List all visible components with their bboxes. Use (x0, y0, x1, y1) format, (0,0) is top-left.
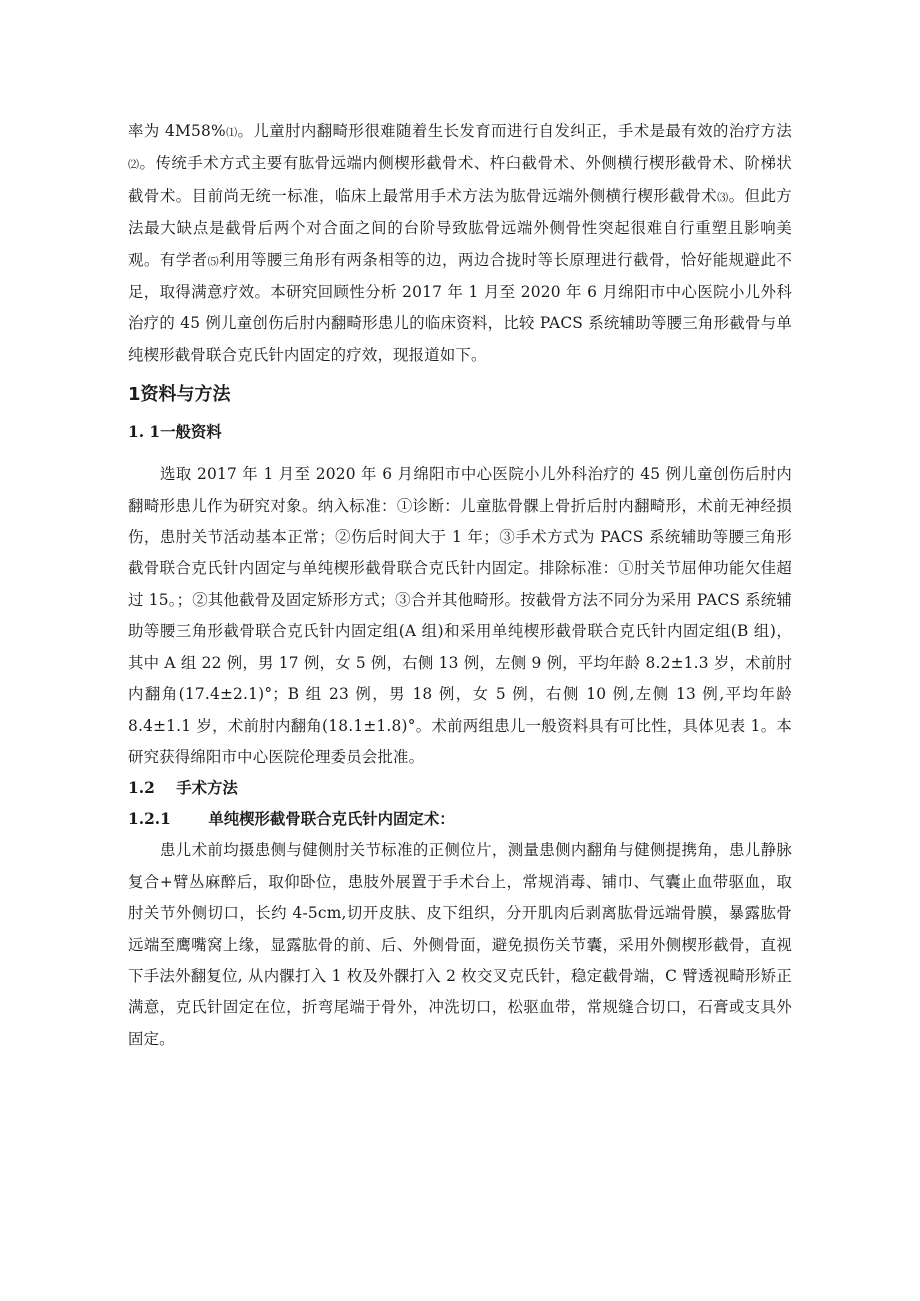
intro-text-5: 利用等腰三角形有两条相等的边，两边合拢时等长原理进行截骨，恰好能规避此不足，取得满意疗效。本研究回顾性分析 2017 年 1 月至 2020 年 6 月绵阳市中心医院小儿外科治疗的 45 例儿童创伤后肘内翻畸形患儿的临床资料，比较 PACS 系统辅助等腰三角形截骨与单纯楔形截骨联合克氏针内固定的疗效，现报道如下。 (128, 250, 792, 364)
citation-2: ⑵ (128, 158, 140, 172)
intro-text-4: 。但此方法最大缺点是截骨后两个对合面之间的台阶导致肱骨远端外侧骨性突起很难自行重塑且影响美观。有学者 (128, 186, 792, 269)
intro-text-1: 率为 4M58% (128, 122, 226, 140)
surgery-paragraph: 患儿术前均摄患侧与健侧肘关节标准的正侧位片，测量患侧内翻角与健侧提携角，患儿静脉复合+臂丛麻醉后，取仰卧位，患肢外展置于手术台上，常规消毒、铺巾、气囊止血带驱血，取肘关节外侧切口，长约 4-5cm,切开皮肤、皮下组织，分开肌肉后剥离肱骨远端骨膜，暴露肱骨远端至鹰嘴窝上缘，显露肱骨的前、后、外侧骨面，避免损伤关节囊，采用外侧楔形截骨，直视下手法外翻复位, 从内髁打入 1 枚及外髁打入 2 枚交叉克氏针，稳定截骨端，C 臂透视畸形矫正满意，克氏针固定在位，折弯尾端于骨外，冲洗切口，松驱血带，常规缝合切口，石膏或支具外固定。 (128, 841, 792, 1048)
citation-3: ⑶ (717, 190, 729, 204)
paper-page (128, 116, 792, 1055)
section-heading-1-2-1: 1.2.1 单纯楔形截骨联合克氏针内固定术： (128, 810, 455, 829)
general-info-paragraph: 选取 2017 年 1 月至 2020 年 6 月绵阳市中心医院小儿外科治疗的 45 例儿童创伤后肘内翻畸形患儿作为研究对象。纳入标准：①诊断：儿童肱骨髁上骨折后肘内翻畸形，术前无神经损伤，患肘关节活动基本正常；②伤后时间大于 1 年；③手术方式为 PACS 系统辅助等腰三角形截骨联合克氏针内固定与单纯楔形截骨联合克氏针内固定。排除标准：①肘关节屈伸功能欠佳超过 15。；②其他截骨及固定矫形方式；③合并其他畸形。按截骨方法不同分为采用 PACS 系统辅助等腰三角形截骨联合克氏针内固定组(A 组)和采用单纯楔形截骨联合克氏针内固定组(B 组)，其中 A 组 22 例，男 17 例，女 5 例，右侧 13 例，左侧 9 例，平均年龄 8.2±1.3 岁，术前肘内翻角(17.4±2.1)°；B 组 23 例，男 18 例，女 5 例，右侧 10 例,左侧 13 例,平均年龄 8.4±1.1 岁，术前肘内翻角(18.1±1.8)°。术前两组患儿一般资料具有可比性，具体见表 1。本研究获得绵阳市中心医院伦理委员会批准。 (128, 465, 792, 766)
section-heading-1-2: 1.2 手术方法 (128, 779, 238, 798)
intro-paragraph (128, 116, 792, 371)
citation-5: ⑸ (207, 254, 220, 268)
section-heading-1-1: 1. 1一般资料 (128, 423, 222, 442)
section-heading-1: 1资料与方法 (128, 384, 231, 406)
intro-text-2: 。儿童肘内翻畸形很难随着生长发育而进行自发纠正，手术是最有效的治疗方法 (237, 122, 792, 140)
intro-text-3: 。传统手术方式主要有肱骨远端内侧楔形截骨术、杵臼截骨术、外侧横行楔形截骨术、阶梯状截骨术。目前尚无统一标准，临床上最常用手术方法为肱骨远端外侧横行楔形截骨术 (128, 154, 792, 205)
citation-1: ⑴ (225, 126, 238, 139)
